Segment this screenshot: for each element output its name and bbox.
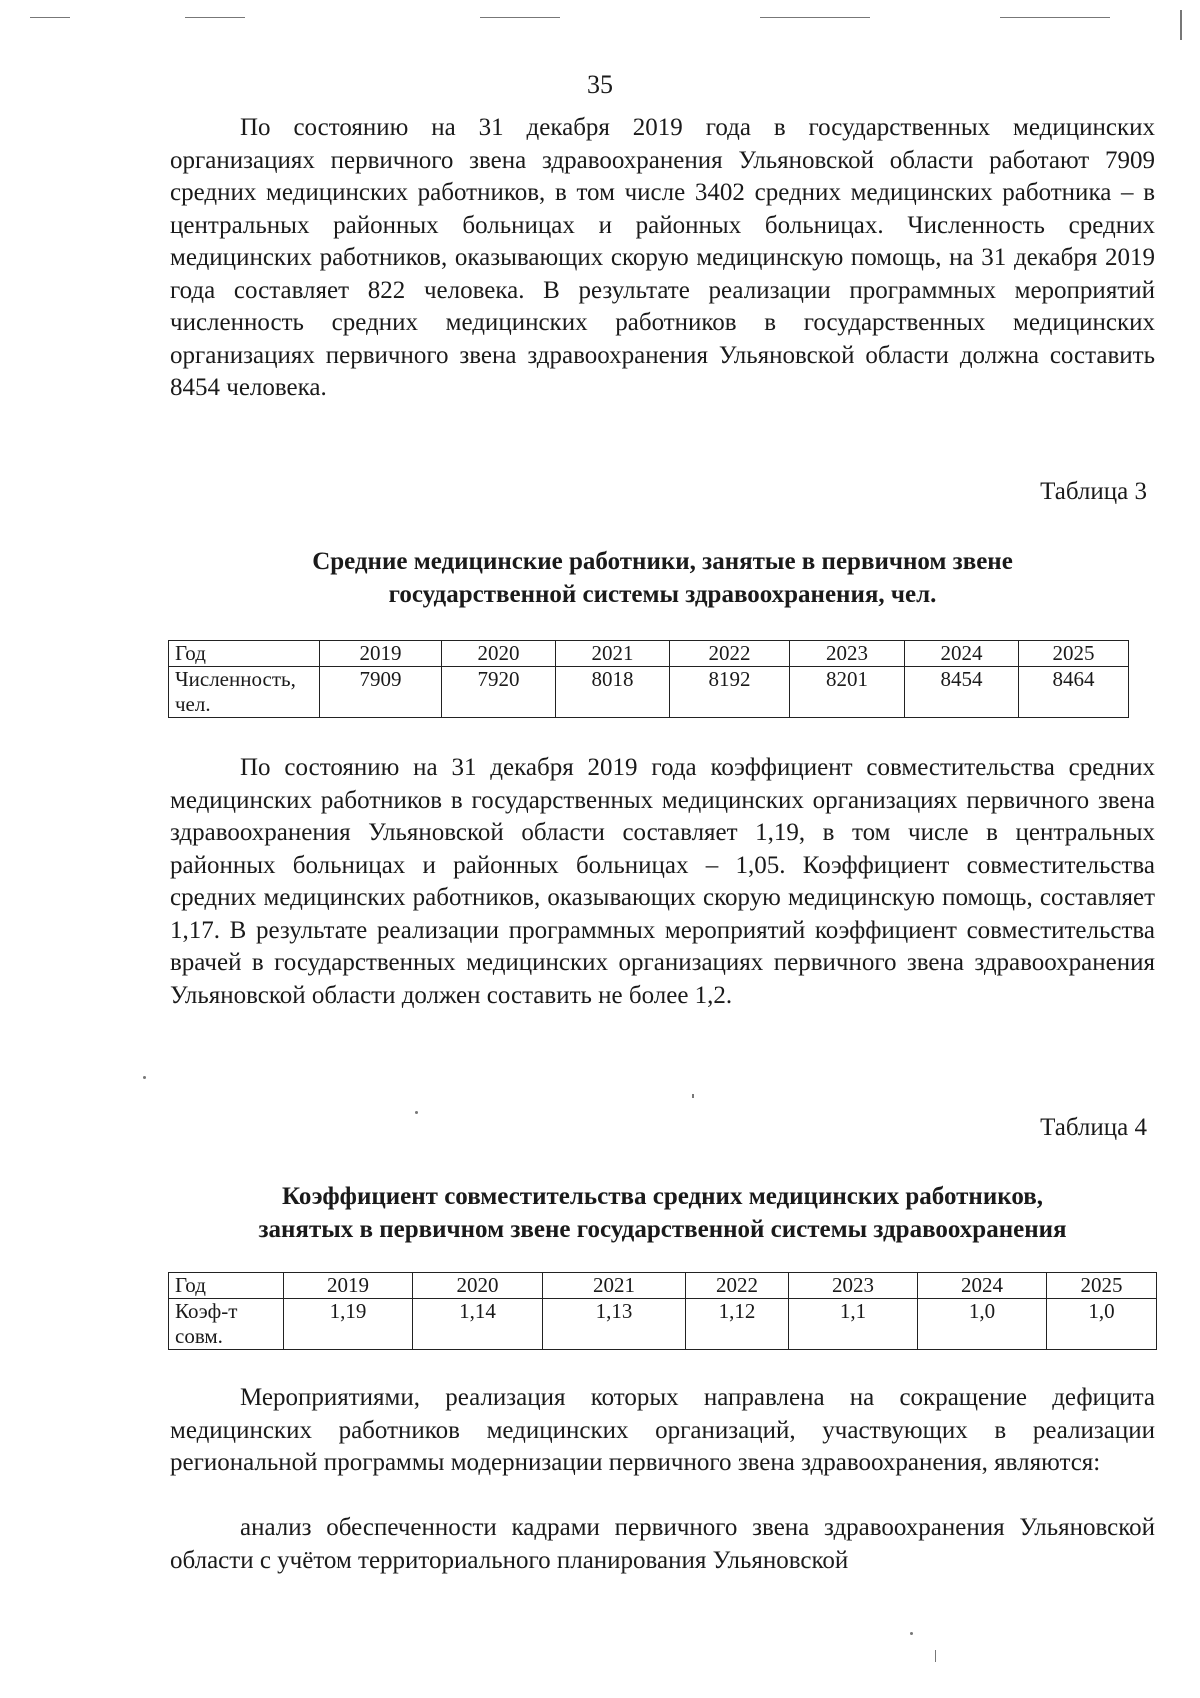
table-cell: 2021: [556, 641, 670, 667]
table-cell: 1,0: [918, 1299, 1047, 1350]
table-cell: Коэф-т совм.: [169, 1299, 284, 1350]
table-cell: Год: [169, 641, 320, 667]
scan-artifact: [1000, 17, 1110, 18]
table-cell: Год: [169, 1273, 284, 1299]
table-3-data-row: [169, 667, 1129, 718]
table-3-title-line-1: Средние медицинские работники, занятые в первичном звене: [312, 548, 1013, 575]
table-cell: 7909: [320, 667, 442, 718]
table-cell: 1,12: [686, 1299, 789, 1350]
table-cell: 8464: [1019, 667, 1129, 718]
scan-artifact: [935, 1650, 936, 1662]
table-4-title-line-1: Коэффициент совместительства средних медицинских работников,: [282, 1183, 1043, 1210]
table-cell: 8454: [905, 667, 1019, 718]
table-cell: 8192: [670, 667, 790, 718]
table-cell: 2024: [918, 1273, 1047, 1299]
table-4-title-line-2: занятых в первичном звене государственной системы здравоохранения: [258, 1216, 1067, 1243]
page-number: 35: [587, 70, 613, 99]
scan-artifact: [30, 17, 70, 18]
table-4: [168, 1272, 1157, 1350]
table-cell: 1,14: [413, 1299, 543, 1350]
table-4-title: [150, 1180, 1175, 1246]
table-cell: 2019: [284, 1273, 413, 1299]
table-4-header-row: [169, 1273, 1157, 1299]
scan-artifact: [910, 1632, 913, 1635]
scan-artifact: [480, 17, 560, 18]
scan-artifact: [760, 17, 870, 18]
table-cell: 2019: [320, 641, 442, 667]
table-cell: 2022: [686, 1273, 789, 1299]
table-3-title: [150, 545, 1175, 611]
paragraph-2: По состоянию на 31 декабря 2019 года коэффициент совместительства средних медицинских работников в государственных медицинских организациях первичного звена здравоохранения Ульяновской области составляет 1,19, в том числе в центральных районных больницах и районных больницах – 1,05. Коэффициент совместительства средних медицинских работников, оказывающих скорую медицинскую помощь, составляет 1,17. В результате реализации программных мероприятий коэффициент совместительства врачей в государственных медицинских организациях первичного звена здравоохранения Ульяновской области должен составить не более 1,2.: [170, 754, 1155, 1009]
table-cell: 2021: [543, 1273, 686, 1299]
table-3-title-line-2: государственной системы здравоохранения, чел.: [388, 581, 937, 608]
table-cell: 1,19: [284, 1299, 413, 1350]
table-cell: 2020: [413, 1273, 543, 1299]
table-cell: 1,1: [789, 1299, 918, 1350]
table-cell: 1,0: [1047, 1299, 1157, 1350]
scan-artifact: [415, 1111, 418, 1114]
scan-artifact: [185, 17, 245, 18]
paragraph-4: анализ обеспеченности кадрами первичного звена здравоохранения Ульяновской области с учётом территориального планирования Ульяновской: [170, 1514, 1155, 1574]
scan-artifact: [692, 1094, 694, 1098]
table-cell: 2024: [905, 641, 1019, 667]
table-cell: 8018: [556, 667, 670, 718]
table-cell: 7920: [442, 667, 556, 718]
table-4-label: Таблица 4: [1040, 1114, 1147, 1141]
table-cell: 2025: [1047, 1273, 1157, 1299]
table-cell: 2020: [442, 641, 556, 667]
table-cell: 2025: [1019, 641, 1129, 667]
table-3-label: Таблица 3: [1040, 478, 1147, 505]
table-4-data-row: [169, 1299, 1157, 1350]
table-cell: 8201: [790, 667, 905, 718]
table-3-header-row: [169, 641, 1129, 667]
table-3: [168, 640, 1129, 718]
paragraph-3: Мероприятиями, реализация которых направлена на сокращение дефицита медицинских работников медицинских организаций, участвующих в реализации региональной программы модернизации первичного звена здравоохранения, являются:: [170, 1384, 1155, 1476]
table-cell: 2023: [790, 641, 905, 667]
table-cell: 1,13: [543, 1299, 686, 1350]
table-cell: Численность, чел.: [169, 667, 320, 718]
scan-artifact: [143, 1076, 146, 1079]
table-cell: 2023: [789, 1273, 918, 1299]
scan-artifact: [1180, 10, 1182, 40]
table-cell: 2022: [670, 641, 790, 667]
paragraph-1: По состоянию на 31 декабря 2019 года в государственных медицинских организациях первичного звена здравоохранения Ульяновской области работают 7909 средних медицинских работников, в том числе 3402 средних медицинских работника – в центральных районных больницах и районных больницах. Численность средних медицинских работников, оказывающих скорую медицинскую помощь, на 31 декабря 2019 года составляет 822 человека. В результате реализации программных мероприятий численность средних медицинских работников в государственных медицинских организациях первичного звена здравоохранения Ульяновской области должна составить 8454 человека.: [170, 114, 1155, 401]
